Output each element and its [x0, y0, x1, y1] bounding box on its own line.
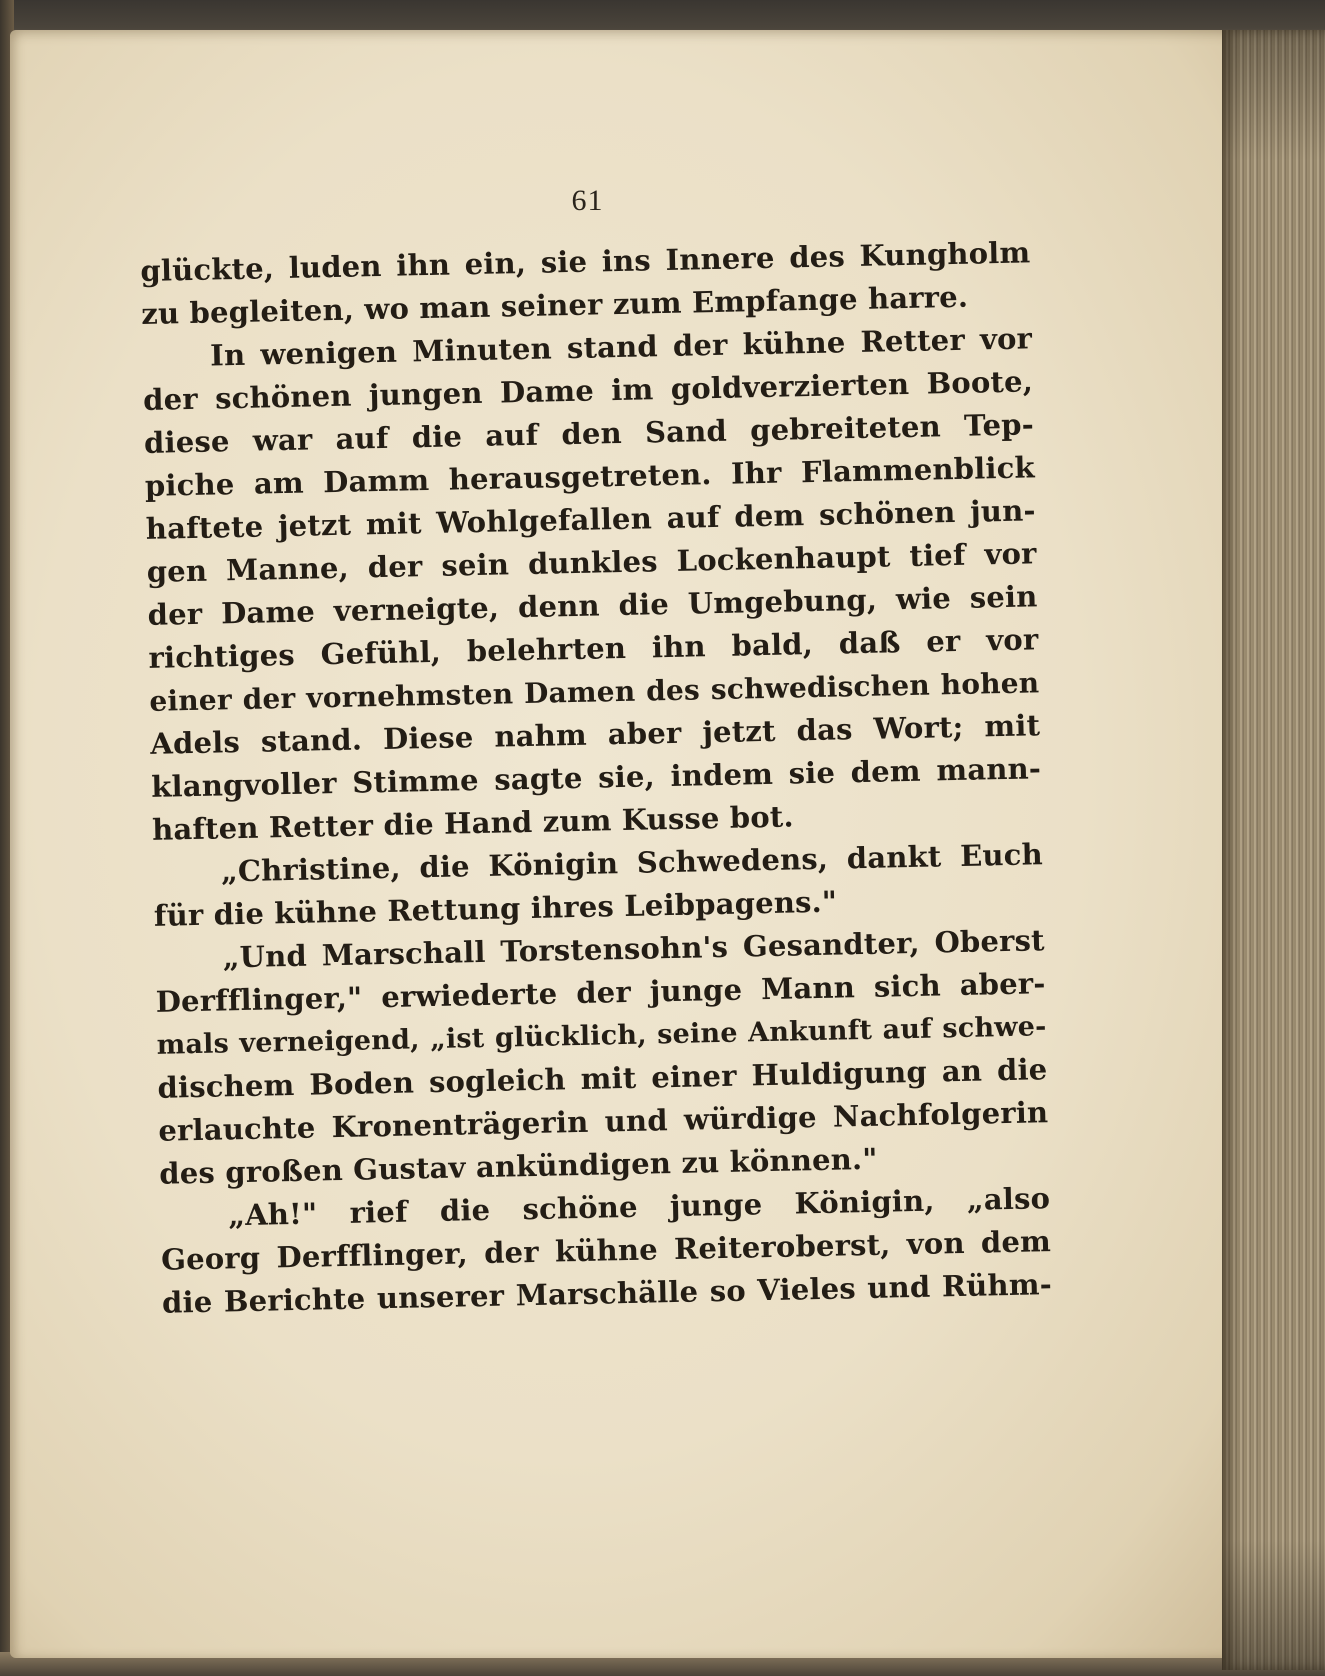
text-line: dischem Boden sogleich mit einer Huldigung an die — [157, 1052, 1048, 1105]
text-line: Adels stand. Diese nahm aber jetzt das Wort; mit — [149, 708, 1041, 761]
page-stack-edges — [1222, 30, 1325, 1670]
text-line: Derfflinger," erwiederte der junge Mann sich aber- — [155, 966, 1046, 1019]
text-line: diese war auf die auf den Sand gebreiteten Tep- — [143, 407, 1035, 460]
text-line: haften Retter die Hand zum Kusse bot. — [151, 799, 795, 847]
text-line: zu begleiten, wo man seiner zum Empfange harre. — [140, 279, 969, 331]
text-line: einer der vornehmsten Damen des schwedischen hohen — [149, 666, 1040, 718]
text-line: haftete jetzt mit Wohlgefallen auf dem schönen jun- — [145, 493, 1037, 546]
text-line: gen Manne, der sein dunkles Lockenhaupt tief vor — [146, 536, 1037, 589]
text-line: des großen Gustav ankündigen zu können." — [158, 1141, 878, 1191]
text-line: „Ah!" rief die schöne junge Königin, „also — [227, 1181, 1051, 1233]
text-line: die Berichte unserer Marschälle so Vieles und Rühm- — [161, 1267, 1053, 1320]
page-number: 61 — [571, 184, 604, 217]
text-line: richtiges Gefühl, belehrten ihn bald, daß er vor — [148, 622, 1039, 675]
text-line: „Christine, die Königin Schwedens, dankt Euch — [220, 837, 1044, 889]
text-line: Georg Derfflinger, der kühne Reiteroberst, von dem — [160, 1224, 1052, 1277]
text-line: für die kühne Rettung ihres Leibpagens." — [153, 884, 838, 933]
text-line: „Und Marschall Torstensohn's Gesandter, Oberst — [222, 923, 1046, 975]
text-line: In wenigen Minuten stand der kühne Retter vor — [209, 321, 1033, 373]
text-line: glückte, luden ihn ein, sie ins Innere des Kungholm — [140, 235, 1031, 288]
text-line: piche am Damm herausgetreten. Ihr Flammenblick — [144, 450, 1036, 503]
text-line: der Dame verneigte, denn die Umgebung, wie sein — [147, 579, 1038, 632]
text-line: klangvoller Stimme sagte sie, indem sie dem mann- — [150, 751, 1042, 804]
page-text-block — [140, 231, 1052, 1324]
text-line: der schönen jungen Dame im goldverzierten Boote, — [142, 364, 1034, 417]
text-line: mals verneigend, „ist glücklich, seine Ankunft auf schwe- — [156, 1011, 1047, 1061]
text-line: erlauchte Kronenträgerin und würdige Nachfolgerin — [158, 1095, 1049, 1148]
